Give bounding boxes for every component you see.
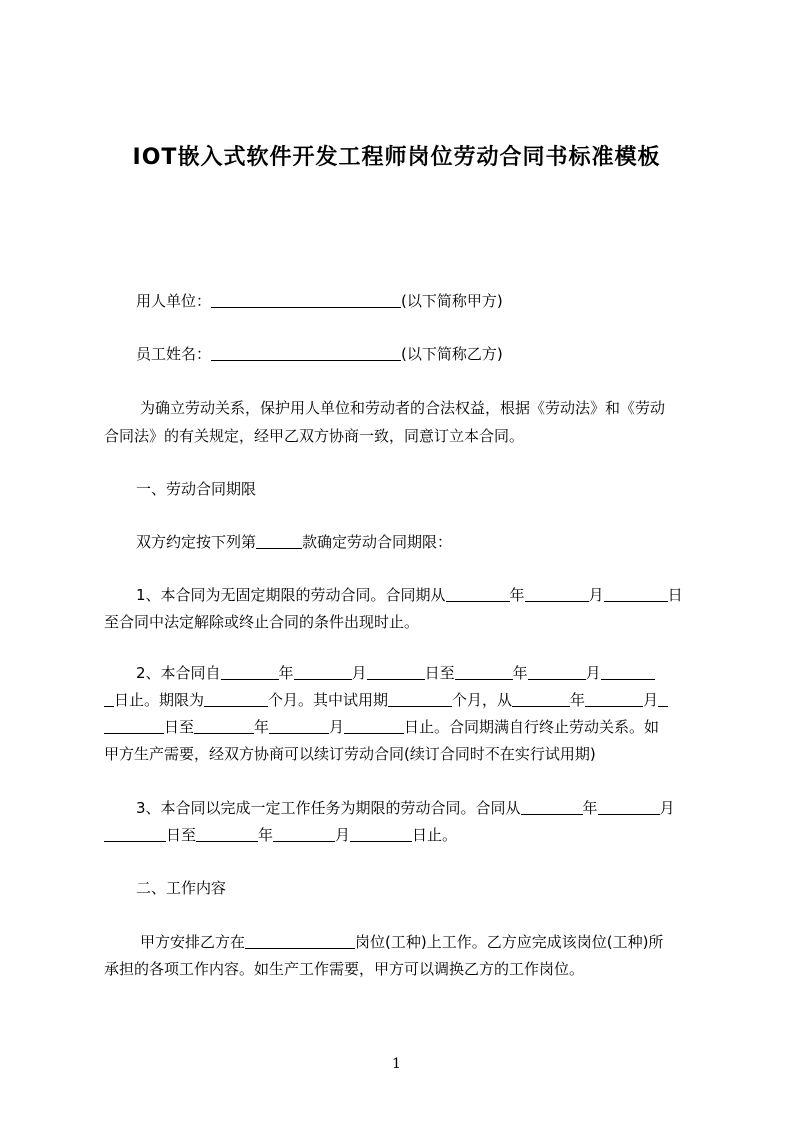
page-number: 1 — [392, 1056, 401, 1072]
item2-line-3 — [104, 715, 704, 739]
section1-paragraph — [136, 530, 736, 554]
item1-day-label: 日 — [667, 586, 683, 604]
item1-line-1 — [136, 583, 736, 607]
employer-line — [136, 289, 736, 313]
section2-line-1 — [140, 930, 740, 954]
section2-line-2: 承担的各项工作内容。如生产工作需要，甲方可以调换乙方的工作岗位。 — [104, 960, 585, 978]
item3-month-blank[interactable] — [598, 798, 660, 815]
item3-end-month-blank[interactable] — [273, 825, 335, 842]
item2-from-text: 个月，从 — [452, 691, 513, 709]
item3-end-year-label: 年 — [258, 826, 274, 844]
item1-year-blank[interactable] — [446, 585, 510, 602]
item3-year-label: 年 — [582, 799, 598, 817]
item1-line-2: 至合同中法定解除或终止合同的条件出现时止。 — [104, 613, 420, 631]
item2-prob-month-blank[interactable] — [585, 690, 643, 707]
section1-text-b: 款确定劳动合同期限： — [302, 533, 453, 551]
employer-blank[interactable] — [211, 291, 401, 308]
item2-year-label: 年 — [278, 664, 294, 682]
item3-year-blank[interactable] — [521, 798, 583, 815]
item2-prob-end-month-blank[interactable] — [269, 717, 329, 734]
item2-prob-year-blank[interactable] — [512, 690, 570, 707]
item2-line-1 — [136, 661, 736, 685]
item2-probation-blank[interactable] — [388, 690, 452, 707]
item2-prob-end-year-label: 年 — [254, 718, 270, 736]
item3-day-to-label: 日至 — [166, 826, 197, 844]
item2-prob-end-month-label: 月 — [329, 718, 345, 736]
item1-year-label: 年 — [509, 586, 525, 604]
item2-prob-to-text: 日至 — [164, 718, 195, 736]
item2-year-blank[interactable] — [221, 663, 279, 680]
section1-heading: 一、劳动合同期限 — [136, 480, 257, 498]
item2-end-month-label: 月 — [585, 664, 601, 682]
item3-line-1 — [136, 796, 736, 820]
item2-month-label: 月 — [351, 664, 367, 682]
item2-prob-day-blank-cont[interactable] — [104, 717, 164, 734]
section1-text-a: 双方约定按下列第 — [136, 533, 257, 551]
item3-end-year-blank[interactable] — [196, 825, 258, 842]
item3-end-month-label: 月 — [335, 826, 351, 844]
item3-end-day-blank[interactable] — [350, 825, 412, 842]
document-title: IOT嵌入式软件开发工程师岗位劳动合同书标准模板 — [132, 145, 661, 170]
item3-line-2 — [104, 823, 704, 847]
item2-day-blank[interactable] — [367, 663, 425, 680]
item2-end-year-blank[interactable] — [455, 663, 513, 680]
item2-line-4: 甲方生产需要，经双方协商可以续订劳动合同(续订合同时不在实行试用期) — [104, 745, 596, 763]
item2-end-month-blank[interactable] — [528, 663, 586, 680]
item3-month-label: 月 — [659, 799, 675, 817]
item2-probation-text: 个月。其中试用期 — [268, 691, 389, 709]
item3-day-blank[interactable] — [104, 825, 166, 842]
item1-month-blank[interactable] — [525, 585, 589, 602]
employee-line — [136, 342, 736, 366]
item1-day-blank[interactable] — [604, 585, 668, 602]
item2-end-year-label: 年 — [512, 664, 528, 682]
item3-day-end-label: 日止。 — [412, 826, 458, 844]
item2-prob-year-label: 年 — [570, 691, 586, 709]
item1-month-label: 月 — [588, 586, 604, 604]
employee-label: 员工姓名： — [136, 345, 212, 363]
intro-line-2: 合同法》的有关规定，经甲乙双方协商一致，同意订立本合同。 — [104, 427, 525, 445]
item2-line3-text: 日止。合同期满自行终止劳动关系。如 — [404, 718, 660, 736]
item2-end-day-blank[interactable] — [601, 663, 655, 680]
item2-term-blank[interactable] — [204, 690, 268, 707]
item2-prob-end-year-blank[interactable] — [194, 717, 254, 734]
employer-label: 用人单位： — [136, 292, 212, 310]
item2-month-blank[interactable] — [294, 663, 352, 680]
clause-number-blank[interactable] — [256, 532, 302, 549]
item2-prob-month-label: 月 — [643, 691, 659, 709]
item2-end-day-blank-cont[interactable] — [104, 690, 114, 707]
item2-line-2 — [104, 688, 704, 712]
employee-blank[interactable] — [211, 344, 401, 361]
intro-line-1: 为确立劳动关系，保护用人单位和劳动者的合法权益，根据《劳动法》和《劳动 — [140, 399, 666, 417]
employer-suffix: (以下简称甲方) — [401, 292, 503, 310]
section2-text-b: 岗位(工种)上工作。乙方应完成该岗位(工种)所 — [355, 933, 664, 951]
item2-prob-end-day-blank[interactable] — [344, 717, 404, 734]
item2-term-text: 日止。期限为 — [114, 691, 205, 709]
section2-heading: 二、工作内容 — [136, 879, 227, 897]
item2-prob-day-blank[interactable] — [658, 690, 668, 707]
employee-suffix: (以下简称乙方) — [401, 345, 503, 363]
item3-text: 3、本合同以完成一定工作任务为期限的劳动合同。合同从 — [136, 799, 521, 817]
job-position-blank[interactable] — [245, 932, 355, 949]
section2-text-a: 甲方安排乙方在 — [140, 933, 246, 951]
item1-text: 1、本合同为无固定期限的劳动合同。合同期从 — [136, 586, 446, 604]
item2-text: 2、本合同自 — [136, 664, 221, 682]
item2-day-to-label: 日至 — [424, 664, 455, 682]
